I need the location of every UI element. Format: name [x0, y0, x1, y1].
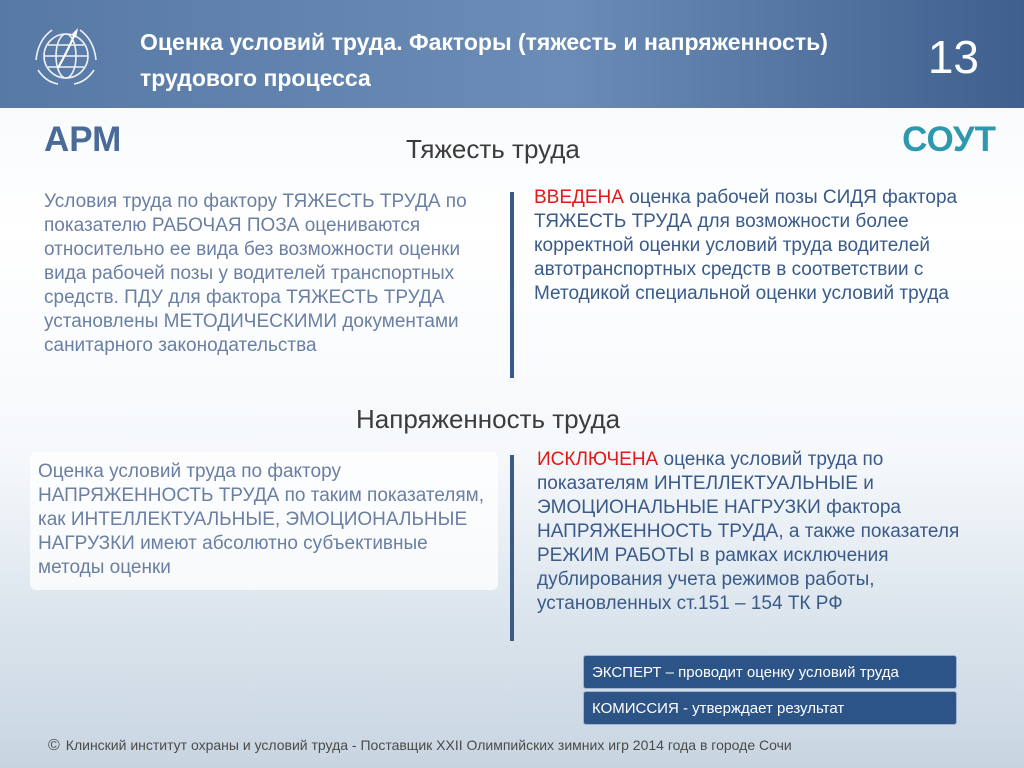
- label-sout: СОУТ: [902, 120, 996, 159]
- keyword-isklyuchena: ИСКЛЮЧЕНА: [537, 449, 659, 470]
- arm-napr-text: Оценка условий труда по фактору НАПРЯЖЕННОСТЬ ТРУДА по таким показателям, как ИНТЕЛЛЕКТУАЛЬНЫЕ, ЭМОЦИОНАЛЬНЫЕ НАГРУЗКИ имеют абсолютно субъективные методы оценки: [30, 452, 498, 590]
- copyright-icon: ©: [48, 737, 60, 754]
- keyword-vvedena: ВВЕДЕНА: [534, 187, 624, 208]
- sout-napr-text: [537, 448, 972, 616]
- info-box-commission: КОМИССИЯ - утверждает результат: [583, 691, 957, 725]
- divider-line: [510, 455, 514, 641]
- sout-tyazhest-rest: оценка рабочей позы СИДЯ фактора ТЯЖЕСТЬ ТРУДА для возможности более корректной оценки условий труда водителей автотранспортных средств в соответствии с Методикой специальной оценки условий труда: [534, 187, 958, 304]
- sout-napr-rest: оценка условий труда по показателям ИНТЕЛЛЕКТУАЛЬНЫЕ и ЭМОЦИОНАЛЬНЫЕ НАГРУЗКИ фактора НАПРЯЖЕННОСТЬ ТРУДА, а также показателя РЕЖИМ РАБОТЫ в рамках исключения дублирования учета режимов работы, установленных ст.151 – 154 ТК РФ: [537, 449, 960, 614]
- footer-text: Клинский институт охраны и условий труда - Поставщик XXII Олимпийских зимних игр 2014 года в городе Сочи: [65, 737, 792, 753]
- sout-tyazhest-text: [534, 186, 979, 306]
- info-box-expert: ЭКСПЕРТ – проводит оценку условий труда: [583, 655, 957, 689]
- header-bar: [0, 0, 1024, 108]
- slide-number: 13: [927, 31, 979, 83]
- footer: [48, 737, 988, 755]
- divider-line: [510, 192, 514, 378]
- section-heading-napryazhennost: Напряженность труда: [356, 404, 621, 434]
- label-arm: АРМ: [44, 120, 122, 159]
- section-heading-tyazhest: Тяжесть труда: [406, 134, 580, 164]
- arm-tyazhest-text: Условия труда по фактору ТЯЖЕСТЬ ТРУДА по показателю РАБОЧАЯ ПОЗА оцениваются относительно ее вида без возможности оценки вида рабочей позы у водителей транспортных средств. ПДУ для фактора ТЯЖЕСТЬ ТРУДА установлены МЕТОДИЧЕСКИМИ документами санитарного законодательства: [44, 191, 467, 356]
- olympic-globe-icon: [28, 20, 104, 90]
- page-title: Оценка условий труда. Факторы (тяжесть и напряженность) трудового процесса: [140, 29, 828, 91]
